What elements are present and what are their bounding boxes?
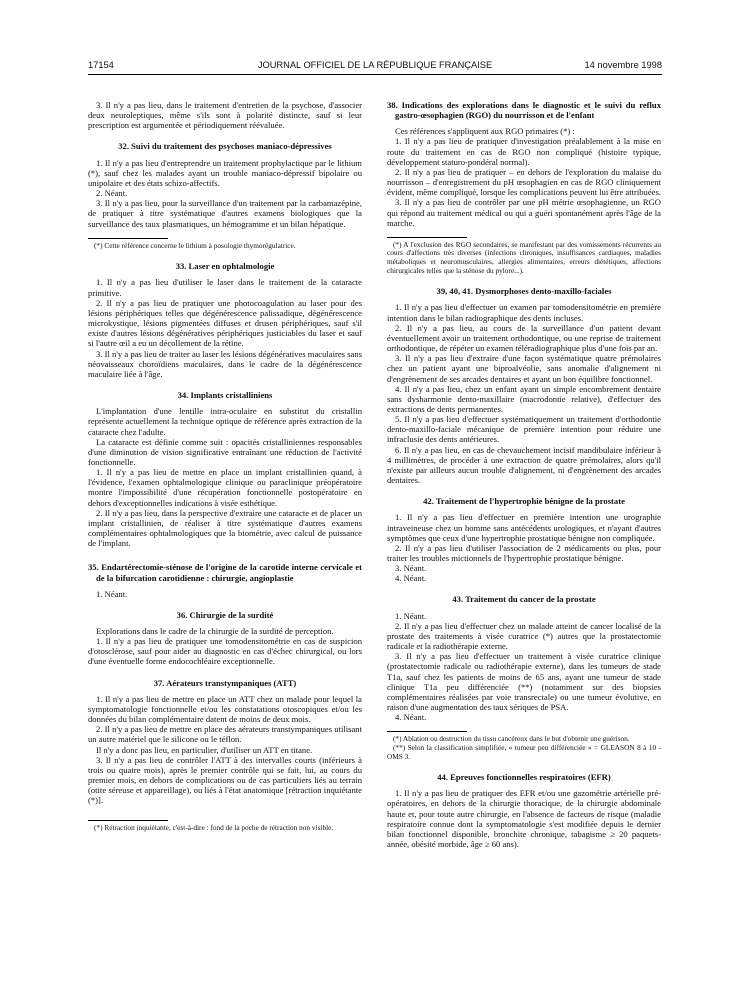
paragraph: 1. Néant. <box>395 610 427 621</box>
footnote-rule <box>88 238 168 239</box>
section-heading-33: 33. Laser en ophtalmologie <box>175 261 275 272</box>
paragraph: 3. Il n'y a pas lieu d'extraire d'une façon systématique quatre prémolaires chez un patient ayant une biproalvéolie, sans anomalie d'alignement ni d'engrènement de ses arcades dentaires et ayant un bon équilibre fonctionnel. <box>387 353 661 384</box>
section-heading-39-41: 39, 40, 41. Dysmorphoses dento-maxillo-faciales <box>436 286 612 297</box>
paragraph: 1. Il n'y a pas lieu d'effectuer en première intention une urographie intraveineuse chez un homme sans antécédents urologiques, et n'ayant d'autres symptômes que ceux d'une hypertrophie prostatique bénigne non compliquée. <box>387 512 661 543</box>
paragraph: 2. Il n'y a pas lieu, dans la perspective d'extraire une cataracte et de placer un implant cristallinien, de réaliser à titre systématique d'autres examens complémentaires ophtalmologiques que la biométrie, avec calcul de puissance de l'implant. <box>88 507 362 549</box>
paragraph: 1. Il n'y a pas lieu de mettre en place un implant cristallinien quand, à l'évidence, l'examen ophtalmologique clinique ou paraclinique préopératoire montre l'impossibilité d'une récupération fonctionnelle postopératoire en dehors d'exceptionnelles indications à visée esthétique. <box>88 467 362 508</box>
paragraph: 1. Il n'y a pas lieu de pratiquer d'investigation préalablement à la mise en route du traitement en cas de RGO non compliqué (histoire typique, développement staturo-pondéral normal). <box>387 136 661 167</box>
left-column <box>88 100 362 832</box>
paragraph: 3. Il n'y a pas lieu de traiter au laser les lésions dégénératives maculaires sans néovaisseaux choroïdiens maculaires, dans le cadre de la dégénérescence maculaire liée à l'âge. <box>88 348 362 379</box>
section-heading-37: 37. Aérateurs transtympaniques (ATT) <box>153 677 297 688</box>
paragraph: 3. Il n'y a pas lieu de contrôler par une pH métrie œsophagienne, un RGO qui répond au traitement médical ou qui a guéri spontanément après l'âge de la marche. <box>387 197 661 228</box>
section-heading-36: 36. Chirurgie de la surdité <box>176 609 274 620</box>
paragraph: 2. Il n'y a pas lieu, au cours de la surveillance d'un patient devant éventuellement avoir un traitement orthodontique, ou une reprise de traitement orthodontique, de répéter un examen téléradiographique plus d'une fois par an. <box>387 322 661 354</box>
footnote-rule <box>88 820 168 821</box>
paragraph: 1. Il n'y a pas lieu d'entreprendre un traitement prophylactique par le lithium (*), sauf chez les malades ayant un trouble maniaco-dépressif bipolaire ou unipolaire et des états schizo-affectifs. <box>88 157 362 188</box>
paragraph: 1. Il n'y a pas lieu d'effectuer un examen par tomodensitométrie en première intention dans le bilan radiographique des dents incluses. <box>387 302 661 323</box>
paragraph: 1. Il n'y a pas lieu de pratiquer une tomodensitométrie en cas de suspicion d'otosclérose, sauf pour aider au diagnostic en cas d'échec chirurgical, ou lors d'une éventuelle forme endocochléaire exceptionnelle. <box>88 636 362 667</box>
paragraph: Ces références s'appliquent aux RGO primaires (*) : <box>395 126 575 137</box>
page-header <box>88 60 662 74</box>
footnote: (*) Rétraction inquiétante, c'est-à-dire : fond de la poche de rétraction non visible. <box>94 822 334 832</box>
paragraph: 6. Il n'y a pas lieu, en cas de chevauchement incisif mandibulaire inférieur à 4 millimètres, de procéder à une extraction de quatre prémolaires, alors qu'il n'existe par ailleurs aucun trouble d'alignement, ni d'engrènement des arcades dentaires. <box>387 444 661 486</box>
journal-title: JOURNAL OFFICIEL DE LA RÉPUBLIQUE FRANÇAISE <box>257 60 493 70</box>
paragraph: 1. Il n'y a pas lieu de pratiquer des EFR et/ou une gazométrie artérielle pré-opératoires, en dehors de la chirurgie thoracique, de la chirurgie abdominale haute et, pour toute autre chirurgie, en l'absence de facteurs de risque (maladie respiratoire connue dont la symptomatologie s'est modifiée depuis le dernier bilan fonctionnel disponible, bronchite chronique, tabagisme ≥ 20 paquets-année, obésité morbide, âge ≥ 60 ans). <box>387 788 661 850</box>
paragraph: 4. Néant. <box>395 712 427 723</box>
paragraph: 3. Il n'y a pas lieu d'effectuer un traitement à visée curatrice clinique (prostatectomie radicale ou radiothérapie externe), dans les tumeurs de stade T1a, sauf chez les patients de moins de 65 ans, ayant une tumeur de stade clinique T1a peu différenciée (**) (notamment sur des biopsies complémentaires réalisées par voie transrectale) ou une tumeur évolutive, en raison d'une augmentation des taux sériques de PSA. <box>387 651 661 713</box>
paragraph: 2. Il n'y a pas lieu de mettre en place des aérateurs transtympaniques utilisant un autre matériel que le silicone ou le téflon. <box>88 724 362 745</box>
header-rule <box>88 74 662 75</box>
section-heading-44: 44. Epreuves fonctionnelles respiratoires (EFR) <box>437 772 611 783</box>
paragraph: La cataracte est définie comme suit : opacités cristalliniennes responsables d'une diminution de vision significative entraînant une réduction de l'activité fonctionnelle. <box>88 436 362 467</box>
paragraph: 1. Il n'y a pas lieu de mettre en place un ATT chez un malade pour lequel la symptomatologie fonctionnelle et/ou les constatations otoscopiques et/ou les données du bilan complémentaire datent de moins de deux mois. <box>88 693 362 725</box>
issue-date: 14 novembre 1998 <box>584 60 662 70</box>
paragraph: 2. Il n'y a pas lieu d'effectuer chez un malade atteint de cancer localisé de la prostate des traitements à visée curatrice (*) autres que la prostatectomie radicale et la radiothérapie externe. <box>387 620 661 652</box>
section-heading-34: 34. Implants cristalliniens <box>177 390 273 401</box>
footnote: (*) Cette référence concerne le lithium à posologie thymorégulatrice. <box>94 240 296 250</box>
paragraph: 5. Il n'y a pas lieu d'effectuer systématiquement un traitement d'orthodontie dento-maxillo-faciale mécanique de première intention pour réduire une infraclusie des dents antérieures. <box>387 414 661 445</box>
footnote: (*) A l'exclusion des RGO secondaires, se manifestant par des vomissements récurrents au cours d'affections très diverses (infections chroniques, insuffisances cardiaques, maladies métaboliques et neuromusculaires, allergies alimentaires, erreurs diététiques, affections chirurgicales telles que la sténose du pylore...). <box>387 239 661 275</box>
section-heading-43: 43. Traitement du cancer de la prostate <box>452 594 596 605</box>
paragraph: 2. Néant. <box>96 188 128 199</box>
section-heading-35: 35. Endartérectomie-sténose de l'origine de la carotide interne cervicale et de la bifurcation carotidienne : chirurgie, angioplastie <box>88 562 362 583</box>
paragraph: 3. Il n'y a pas lieu, pour la surveillance d'un traitement par la carbamazépine, de pratiquer à titre systématique d'autres examens biologiques que la surveillance des taux plasmatiques, un hémogramme et un bilan hépatique. <box>88 198 362 229</box>
footnote: (**) Selon la classification simplifiée, « tumeur peu différenciée » = GLEASON 8 à 10 - OMS 3. <box>387 742 661 761</box>
section-heading-42: 42. Traitement de l'hypertrophie bénigne de la prostate <box>423 496 625 507</box>
section-heading-38: 38. Indications des explorations dans le diagnostic et le suivi du reflux gastro-œsophagien (RGO) du nourrisson et de l'enfant <box>387 100 661 121</box>
paragraph: 3. Il n'y a pas lieu de contrôler l'ATT à des intervalles courts (inférieurs à trois ou quatre mois), après le premier contrôle qui se fait, lui, au cours du premier mois, en dehors de complications ou de cas particuliers liés au terrain (otite séreuse et appareillage), ou liés à l'état anatomique [rétraction inquiétante (*)]. <box>88 754 362 806</box>
paragraph: Explorations dans le cadre de la chirurgie de la surdité de perception. <box>96 626 334 636</box>
paragraph: 2. Il n'y a pas lieu de pratiquer une photocoagulation au laser pour des lésions périphériques telles que dégénérescence palissadique, dégénérescence microkystique, lésions pigmentées diffuses et drusen périphériques, sauf s'il existe d'autres lésions dégénératives périphériques justiciables du laser et sauf si l'autre œil a eu un décollement de la rétine. <box>88 297 362 349</box>
paragraph: 2. Il n'y a pas lieu de pratiquer – en dehors de l'exploration du malaise du nourrisson – d'enregistrement du pH œsophagien en cas de RGO cliniquement évident, même compliqué, lorsque les complications peuvent lui être attribuées. <box>387 166 661 198</box>
paragraph: 4. Il n'y a pas lieu, chez un enfant ayant un simple encombrement dentaire sans dysharmonie dento-maxillaire (macrodontie relative), d'effectuer des extractions de dents permanentes. <box>387 383 661 414</box>
paragraph: L'implantation d'une lentille intra-oculaire en substitut du cristallin représente actuellement la technique optique de référence après extraction de la cataracte chez l'adulte. <box>88 406 362 437</box>
paragraph: Il n'y a donc pas lieu, en particulier, d'utiliser un ATT en titane. <box>96 744 313 755</box>
footnote-rule <box>387 237 467 238</box>
paragraph: 3. Néant. <box>395 563 427 574</box>
page-number: 17154 <box>88 60 114 70</box>
paragraph: 1. Il n'y a pas lieu d'utiliser le laser dans le traitement de la cataracte primitive. <box>88 277 362 298</box>
paragraph: 1. Néant. <box>96 588 128 599</box>
paragraph: 3. Il n'y a pas lieu, dans le traitement d'entretien de la psychose, d'associer deux neuroleptiques, même s'ils sont à polarité distincte, sauf si leur prescription est argumentée et périodiquement réévaluée. <box>88 100 362 131</box>
paragraph: 4. Néant. <box>395 573 427 584</box>
section-heading-32: 32. Suivi du traitement des psychoses maniaco-dépressives <box>118 141 332 152</box>
footnote-rule <box>387 731 467 732</box>
right-column <box>387 100 661 849</box>
footnote: (*) Ablation ou destruction du tissu cancéreux dans le but d'obtenir une guérison. <box>393 734 630 744</box>
paragraph: 2. Il n'y a pas lieu d'utiliser l'association de 2 médicaments ou plus, pour traiter les troubles mictionnels de l'hypertrophie prostatique bénigne. <box>387 542 661 563</box>
